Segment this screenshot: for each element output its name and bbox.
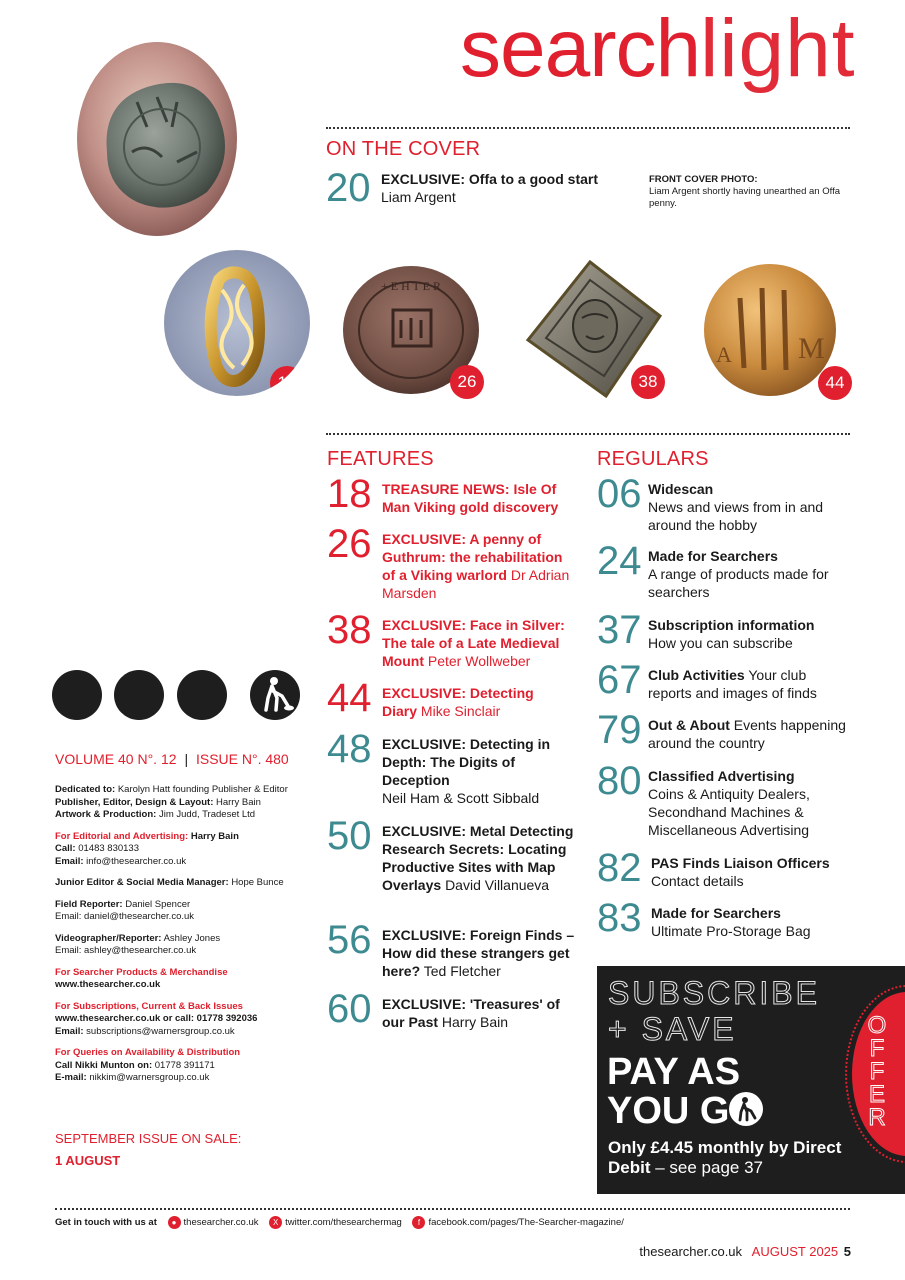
x-twitter-icon: X (269, 1216, 282, 1229)
cover-coin-image (77, 42, 237, 236)
subscribe-price-rest: – see page 37 (650, 1158, 763, 1177)
thumb-badge-18: 18 (270, 366, 304, 396)
footer-label: Get in touch with us at (55, 1217, 157, 1229)
regular-title: Widescan (648, 481, 714, 497)
feature-author: Peter Wollweber (427, 653, 531, 669)
feature-number: 60 (327, 987, 372, 1031)
on-sale-block (55, 1128, 241, 1172)
credit-label: Email: (55, 1025, 84, 1037)
searcher-logo-icon: ● (168, 1216, 181, 1229)
credit-label: Dedicated to: (55, 784, 116, 795)
subscribe-price (608, 1138, 858, 1178)
feature-author: Neil Ham & Scott Sibbald (382, 790, 540, 806)
cover-title: EXCLUSIVE: Offa to a good start (381, 171, 599, 187)
regular-desc: Coins & Antiquity Dealers, Secondhand Machines & Miscellaneous Advertising (648, 786, 810, 838)
regular-title: Classified Advertising (648, 768, 795, 784)
thumb-gold-stater[interactable] (702, 258, 850, 400)
regular-number: 06 (597, 472, 642, 516)
credit-value: Harry Bain (216, 796, 261, 808)
regular-number: 83 (597, 896, 642, 940)
credits-block (55, 784, 325, 1094)
cover-photo-credit (649, 174, 849, 210)
credit-label: E-mail: (55, 1072, 87, 1083)
regular-title: Club Activities (648, 667, 745, 683)
brand-dot (114, 670, 164, 720)
volume-line: VOLUME 40 N°. 12 | ISSUE N°. 480 (55, 751, 289, 767)
footer-facebook-link[interactable]: facebook.com/pages/The-Searcher-magazine/ (428, 1217, 624, 1229)
svg-text:A: A (716, 342, 732, 367)
credit-label: For Queries on Availability & Distribution (55, 1047, 241, 1058)
regulars-heading: REGULARS (597, 448, 709, 470)
page-footer (639, 1244, 851, 1259)
feature-title: EXCLUSIVE: Detecting Diary (382, 685, 534, 719)
regular-desc: A range of products made for searchers (648, 566, 829, 600)
on-sale-label: SEPTEMBER ISSUE ON SALE: (55, 1131, 242, 1146)
credit-value: Harry Bain (190, 830, 239, 842)
thumb-badge-38: 38 (631, 365, 665, 399)
thumb-gold-ring[interactable] (164, 250, 310, 396)
regular-number: 80 (597, 759, 642, 803)
regular-title: Made for Searchers (648, 548, 778, 564)
feature-number: 48 (327, 727, 372, 771)
regular-number: 24 (597, 539, 642, 583)
regular-desc: Ultimate Pro-Storage Bag (651, 923, 811, 939)
subscribe-line4-text: YOU G (607, 1090, 730, 1132)
credit-value: Jim Judd, Tradeset Ltd (158, 809, 256, 820)
credit-value: Ashley Jones (163, 932, 221, 944)
regular-desc: How you can subscribe (648, 635, 793, 651)
subscribe-offer-box[interactable] (597, 966, 905, 1194)
feature-author: Harry Bain (441, 1014, 509, 1030)
cover-page-number: 20 (326, 166, 371, 210)
subscribe-line4 (607, 1091, 763, 1131)
cover-heading: ON THE COVER (326, 138, 481, 160)
footer-date: AUGUST 2025 (751, 1244, 839, 1259)
credit-label: For Editorial and Advertising: (55, 830, 189, 842)
feature-number: 18 (327, 472, 372, 516)
regular-title: Out & About (648, 717, 730, 733)
feature-title: EXCLUSIVE: Metal Detecting Research Secrets: Locating Productive Sites with Map Overlays (382, 823, 574, 893)
searcher-logo-icon (729, 1092, 763, 1126)
regular-number: 67 (597, 658, 642, 702)
divider (326, 433, 850, 435)
offer-vertical-text: O F F E R (867, 1012, 887, 1131)
email-link[interactable]: nikkim@warnersgroup.co.uk (89, 1072, 210, 1083)
credit-label: Email: (55, 855, 84, 867)
email-link[interactable]: subscriptions@warnersgroup.co.uk (86, 1025, 235, 1037)
feature-title: EXCLUSIVE: Foreign Finds – How did these strangers get here? (382, 927, 575, 979)
brand-dot (177, 670, 227, 720)
regular-title: Made for Searchers (651, 905, 781, 921)
footer-website-link[interactable]: thesearcher.co.uk (183, 1217, 259, 1229)
cover-author: Liam Argent (381, 189, 456, 205)
subscribe-line3: PAY AS (607, 1051, 741, 1093)
subscribe-line1: SUBSCRIBE (608, 975, 820, 1011)
feature-title: TREASURE NEWS: Isle Of Man Viking gold discovery (382, 481, 559, 515)
phone-number[interactable]: 01778 391171 (154, 1059, 215, 1071)
email-link[interactable]: Email: ashley@thesearcher.co.uk (55, 945, 197, 956)
feature-author: Dr Adrian Marsden (382, 567, 570, 601)
credit-label: Call Nikki Munton on: (55, 1059, 153, 1071)
divider (55, 1208, 850, 1210)
thumb-badge-26: 26 (450, 365, 484, 399)
feature-number: 44 (327, 676, 372, 720)
phone-number[interactable]: 01483 830133 (78, 843, 139, 854)
svg-text:M: M (798, 332, 825, 365)
credit-value: Karolyn Hatt founding Publisher & Editor (117, 784, 288, 795)
feature-title: EXCLUSIVE: A penny of Guthrum: the rehabilitation of a Viking warlord (382, 531, 563, 583)
regular-number: 79 (597, 708, 642, 752)
credit-label: Junior Editor & Social Media Manager: (55, 877, 229, 888)
divider (326, 127, 850, 129)
credit-label: For Searcher Products & Merchandise (55, 966, 228, 978)
credit-label: Call: (55, 843, 76, 854)
footer-site: thesearcher.co.uk (639, 1244, 743, 1259)
regular-title: Subscription information (648, 617, 815, 633)
credit-label: Field Reporter: (55, 898, 123, 910)
credit-label: For Subscriptions, Current & Back Issues (55, 1000, 243, 1012)
contact-footer (55, 1216, 624, 1229)
thumb-guthrum-penny[interactable] (341, 262, 487, 398)
feature-number: 26 (327, 522, 372, 566)
feature-author: Mike Sinclair (420, 703, 501, 719)
subscribe-price-bold: Only £4.45 monthly by Direct Debit (608, 1138, 842, 1177)
page-number: 5 (843, 1244, 851, 1259)
cover-story[interactable] (381, 170, 631, 206)
cover-photo-label: FRONT COVER PHOTO: (649, 174, 758, 185)
masthead-logo: searchlight (460, 3, 856, 94)
regular-title: PAS Finds Liaison Officers (651, 855, 830, 871)
credit-label: Publisher, Editor, Design & Layout: (55, 796, 214, 808)
regular-desc: Contact details (651, 873, 744, 889)
features-heading: FEATURES (327, 448, 434, 470)
credit-label: Artwork & Production: (55, 809, 157, 820)
regular-number: 82 (597, 846, 642, 890)
volume-number: VOLUME 40 N°. 12 (55, 751, 177, 767)
feature-number: 50 (327, 814, 372, 858)
subscriptions-contact[interactable]: www.thesearcher.co.uk or call: 01778 392036 (55, 1013, 258, 1024)
feature-number: 56 (327, 918, 372, 962)
regular-desc: Events happening around the country (648, 717, 846, 751)
detectorist-icon (250, 670, 300, 720)
credit-value: Daniel Spencer (125, 898, 191, 910)
regular-desc: News and views from in and around the hobby (648, 499, 824, 533)
brand-dot (52, 670, 102, 720)
thumb-badge-44: 44 (818, 366, 852, 400)
credit-label: Videographer/Reporter: (55, 932, 162, 944)
subscribe-line2: + SAVE (608, 1011, 737, 1047)
on-sale-date: 1 AUGUST (55, 1153, 121, 1168)
regular-desc: Your club reports and images of finds (648, 667, 817, 701)
feature-title: EXCLUSIVE: Face in Silver: The tale of a Late Medieval Mount (382, 617, 565, 669)
feature-title: EXCLUSIVE: 'Treasures' of our Past (382, 996, 560, 1030)
thumb-silver-mount[interactable] (520, 258, 668, 400)
credit-value: Hope Bunce (231, 877, 284, 888)
regular-number: 37 (597, 608, 642, 652)
website-link[interactable]: www.thesearcher.co.uk (55, 979, 161, 990)
feature-number: 38 (327, 608, 372, 652)
svg-text:+ E H T E R: + E H T E R (381, 279, 441, 293)
email-link[interactable]: Email: daniel@thesearcher.co.uk (55, 911, 195, 922)
facebook-icon: f (412, 1216, 425, 1229)
footer-twitter-link[interactable]: twitter.com/thesearchermag (285, 1217, 402, 1229)
feature-author: Ted Fletcher (423, 963, 501, 979)
email-link[interactable]: info@thesearcher.co.uk (86, 855, 187, 867)
feature-author: David Villanueva (445, 877, 550, 893)
feature-title: EXCLUSIVE: Detecting in Depth: The Digits of Deception (382, 736, 551, 788)
cover-photo-caption: Liam Argent shortly having unearthed an Offa penny. (649, 186, 841, 209)
issue-number: ISSUE N°. 480 (195, 751, 289, 767)
